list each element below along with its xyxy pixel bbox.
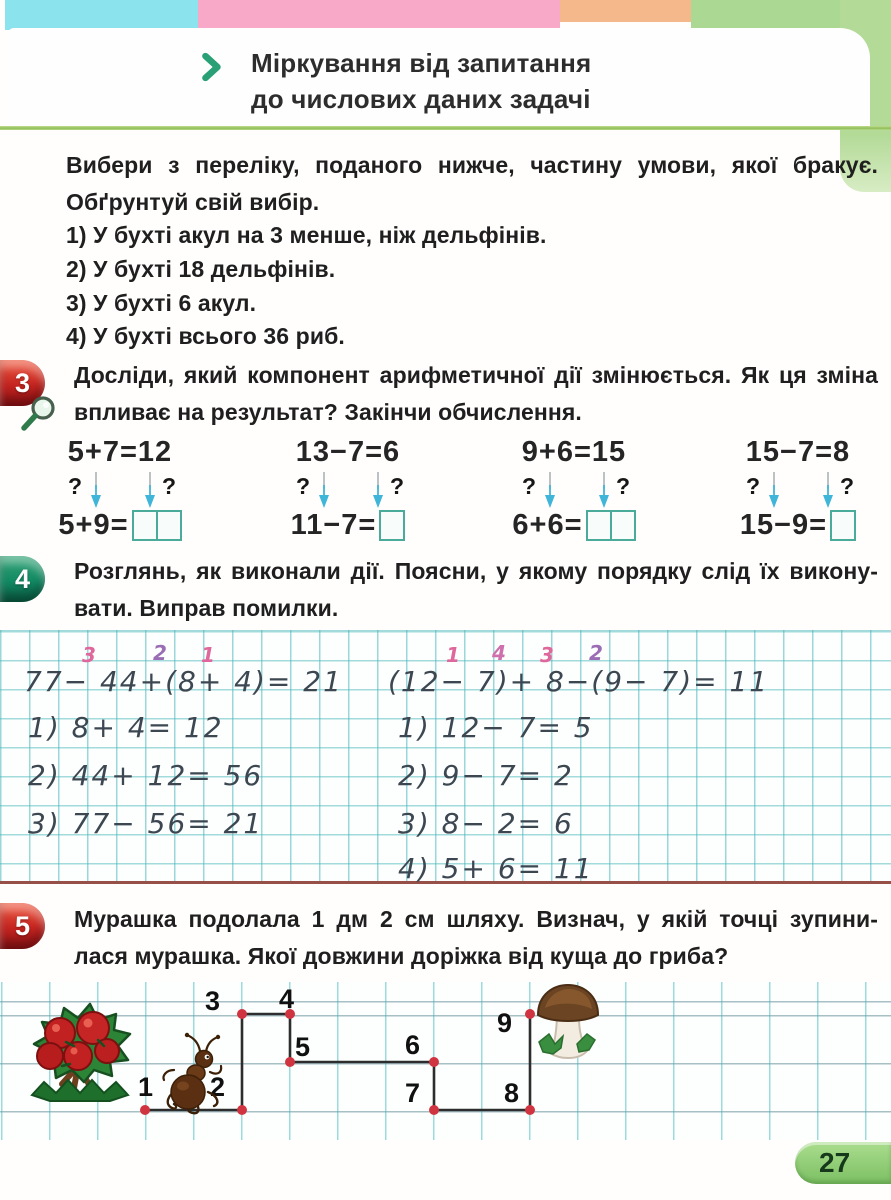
- task4-text-line2: вати. Виправ помилки.: [74, 595, 339, 621]
- handwritten-step: 2) 44+ 12= 56: [28, 759, 264, 792]
- intro-option-4: 4) У бухті всього 36 риб.: [66, 323, 345, 349]
- order-mark: 2: [153, 641, 167, 665]
- berry-bush-illustration: [14, 996, 146, 1104]
- handwritten-step: 4) 5+ 6= 11: [398, 852, 594, 885]
- handwritten-equation-right: (12− 7)+ 8−(9− 7)= 11: [388, 665, 770, 698]
- ant-illustration: [160, 1032, 224, 1116]
- down-arrow-icon: [596, 471, 612, 509]
- color-band-cyan: [5, 0, 198, 30]
- down-arrow-icon: [542, 471, 558, 509]
- point-label-6: 6: [405, 1030, 421, 1060]
- order-mark: 3: [82, 643, 96, 667]
- answer-box: [132, 510, 182, 541]
- down-arrow-icon: [370, 471, 386, 509]
- handwritten-step: 2) 9− 7= 2: [398, 759, 574, 792]
- equation-bottom: 15−9=: [739, 509, 828, 541]
- point-label-5: 5: [295, 1032, 311, 1062]
- mushroom-illustration: [533, 982, 603, 1062]
- down-arrow-icon: [820, 471, 836, 509]
- squared-paper-worksheet: [0, 630, 891, 884]
- handwritten-step: 1) 12− 7= 5: [398, 711, 594, 744]
- question-mark: ?: [840, 473, 855, 499]
- task5-text-line1: Мурашка подолала 1 дм 2 см шляху. Визнач, у якій точці зупини-: [74, 906, 878, 932]
- question-mark: ?: [296, 473, 311, 499]
- equation-bottom: 5+9=: [58, 509, 129, 541]
- order-mark: 3: [540, 643, 554, 667]
- order-mark: 1: [201, 643, 215, 667]
- equation-column-4: [708, 436, 888, 548]
- equation-top: 13−7=6: [295, 436, 401, 468]
- point-label-7: 7: [405, 1078, 421, 1108]
- point-label-4: 4: [279, 984, 295, 1014]
- question-mark: ?: [162, 473, 177, 499]
- change-arrows: [30, 469, 210, 509]
- task3-badge: 3: [0, 360, 45, 406]
- question-mark: ?: [390, 473, 405, 499]
- down-arrow-icon: [766, 471, 782, 509]
- page-number: 27: [819, 1147, 851, 1178]
- task5-badge: 5: [0, 903, 45, 949]
- page-number-pill: [795, 1142, 891, 1184]
- page-title-line2: до числових даних задачі: [251, 84, 591, 114]
- question-mark: ?: [522, 473, 537, 499]
- answer-box: [830, 510, 856, 541]
- question-mark: ?: [68, 473, 83, 499]
- point-label-1: 1: [138, 1072, 154, 1102]
- answer-box: [586, 510, 636, 541]
- color-band-orange: [560, 0, 691, 22]
- change-arrows: [484, 469, 664, 509]
- point-label-2: 2: [210, 1072, 226, 1102]
- equation-top: 15−7=8: [745, 436, 851, 468]
- intro-text-line2: Обґрунтуй свій вибір.: [66, 189, 320, 215]
- down-arrow-icon: [316, 471, 332, 509]
- change-arrows: [708, 469, 888, 509]
- header-rule: [0, 126, 891, 130]
- order-mark: 1: [446, 643, 460, 667]
- equation-top: 9+6=15: [521, 436, 627, 468]
- intro-text-line1: Вибери з переліку, поданого нижче, частину умови, якої бракує.: [66, 152, 878, 178]
- page-title-line1: Міркування від запитання: [251, 48, 592, 78]
- answer-box: [379, 510, 405, 541]
- point-label-8: 8: [504, 1078, 520, 1108]
- point-label-9: 9: [497, 1008, 513, 1038]
- intro-option-1: 1) У бухті акул на 3 менше, ніж дельфінів.: [66, 222, 547, 248]
- equation-column-1: [30, 436, 210, 548]
- intro-option-3: 3) У бухті 6 акул.: [66, 290, 257, 316]
- down-arrow-icon: [142, 471, 158, 509]
- equation-bottom: 6+6=: [512, 509, 583, 541]
- handwritten-equation-left: 77− 44+(8+ 4)= 21: [24, 665, 343, 698]
- equation-column-3: [484, 436, 664, 548]
- handwritten-step: 3) 77− 56= 21: [28, 807, 264, 840]
- equation-top: 5+7=12: [67, 436, 173, 468]
- task4-badge: 4: [0, 556, 45, 602]
- title-card: [8, 28, 870, 126]
- handwritten-step: 3) 8− 2= 6: [398, 807, 574, 840]
- order-mark: 2: [589, 641, 603, 665]
- task5-text-line2: лася мурашка. Якої довжини доріжка від куща до гриба?: [74, 943, 729, 969]
- chevron-icon: [200, 52, 224, 82]
- equation-bottom: 11−7=: [290, 509, 377, 541]
- down-arrow-icon: [88, 471, 104, 509]
- task4-text-line1: Розглянь, як виконали дії. Поясни, у якому порядку слід їх викону-: [74, 558, 878, 584]
- question-mark: ?: [616, 473, 631, 499]
- page-title: [251, 45, 591, 117]
- task3-text-line1: Досліди, який компонент арифметичної дії змінюється. Як ця зміна: [74, 362, 878, 388]
- point-label-3: 3: [205, 986, 221, 1016]
- change-arrows: [258, 469, 438, 509]
- intro-option-2: 2) У бухті 18 дельфінів.: [66, 256, 336, 282]
- handwritten-step: 1) 8+ 4= 12: [28, 711, 224, 744]
- equation-column-2: [258, 436, 438, 548]
- task3-text-line2: впливає на результат? Закінчи обчислення.: [74, 399, 582, 425]
- question-mark: ?: [746, 473, 761, 499]
- magnifier-icon: [18, 394, 62, 436]
- order-mark: 4: [492, 641, 506, 665]
- path-diagram-grid: [0, 982, 891, 1140]
